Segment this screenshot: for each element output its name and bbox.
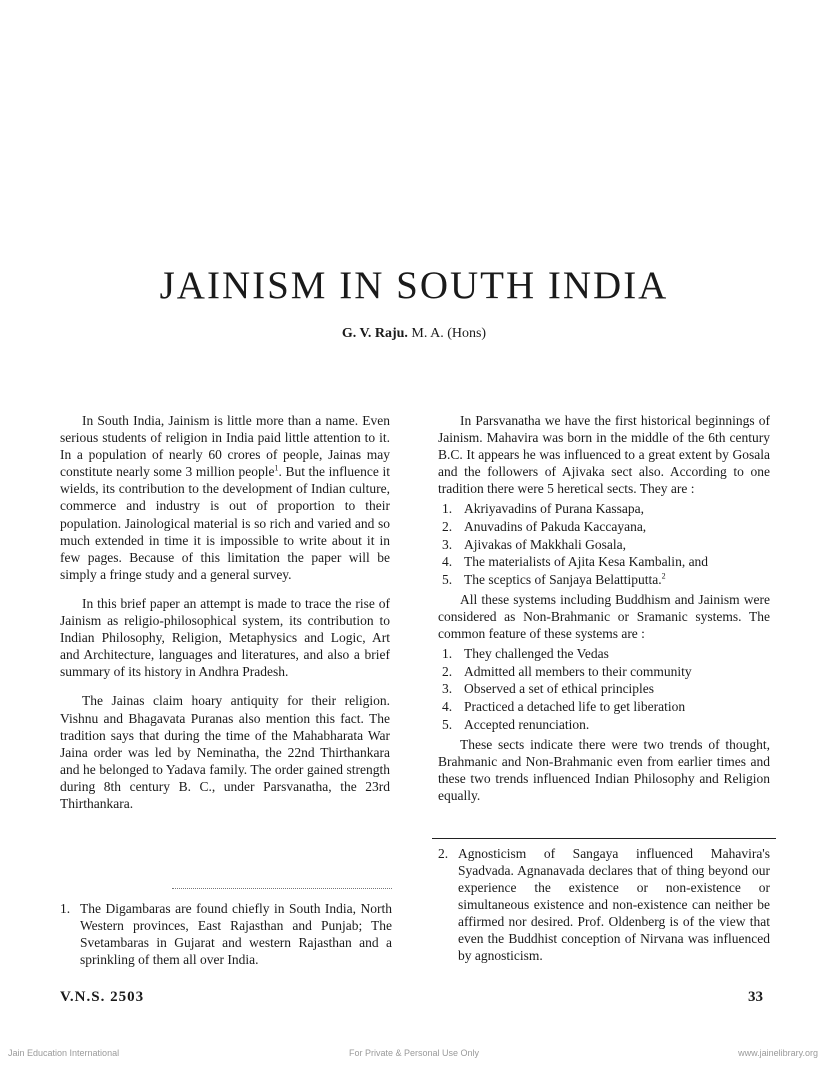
paragraph-scope: In this brief paper an attempt is made to trace the rise of Jainism as religio-philosophical system, its contribution to Indian Philosophy, Religion, Metaphysics and Logic, Art and Architecture, languages and literatures, and also a brief summary of its history in Andhra Pradesh. [60, 595, 390, 680]
footnote-divider-right [432, 838, 776, 839]
author-line [0, 324, 828, 344]
watermark-right: www.jainelibrary.org [738, 1048, 818, 1058]
watermark-left: Jain Education International [8, 1048, 120, 1058]
list-item: 4. The materialists of Ajita Kesa Kambalin, and [442, 554, 709, 570]
paragraph-intro-text: In South India, Jainism is little more than a name. Even serious students of religion in India paid little attention to it. In a population of nearly 60 crores of people, Jainas may constitute nearly some 3 million people [60, 413, 390, 480]
paragraph-trends: These sects indicate there were two trends of thought, Brahmanic and Non-Brahmanic even from earlier times and these two trends influenced Indian Philosophy and Religion equally. [438, 736, 770, 803]
footnote-divider-left [172, 888, 392, 889]
footnote-1 [60, 900, 392, 968]
features-list [438, 645, 770, 732]
list-item: 2. Anuvadins of Pakuda Kaccayana, [442, 519, 647, 535]
footnote-1-text: The Digambaras are found chiefly in South India, North Western provinces, East Rajasthan and Punjab; The Svetambaras in Gujarat and western Rajasthan and a sprinkling of them all over India. [80, 901, 392, 967]
list-item: 4. Practiced a detached life to get liberation [442, 699, 686, 714]
list-item: 2. Admitted all members to their community [442, 663, 692, 679]
footnote-ref-2: 2 [661, 571, 666, 581]
list-item: 1. Akriyavadins of Purana Kassapa, [442, 501, 644, 517]
left-column [60, 412, 390, 812]
footnote-2 [438, 845, 770, 964]
paragraph-intro [60, 412, 390, 583]
list-item: 3. Observed a set of ethical principles [442, 681, 655, 697]
paragraph-antiquity: The Jainas claim hoary antiquity for their religion. Vishnu and Bhagavata Puranas also mention this fact. The tradition says that during the time of the Mahabharata War Jaina order was led by Neminatha, the 22nd Thirthankara and he belonged to Yadava family. The order gained strength during 8th century B. C., under Parsvanatha, the 23rd Thirthankara. [60, 693, 390, 811]
right-column [438, 412, 770, 804]
footnote-1-number: 1. [60, 901, 71, 916]
list-item: 3. Ajivakas of Makkhali Gosala, [442, 536, 626, 552]
footnote-ref-1: 1 [274, 463, 279, 473]
sects-list [438, 500, 770, 587]
page-number: 33 [748, 989, 763, 1005]
paragraph-systems: All these systems including Buddhism and Jainism were considered as Non-Brahmanic or Sramanic systems. The common feature of these systems are : [438, 591, 770, 642]
list-item: 5. The sceptics of Sanjaya Belattiputta.$^2$ [442, 571, 666, 587]
paragraph-intro-rest: . But the influence it wields, its contribution to the development of Indian culture, commerce and industry is out of proportion to their population. Jainological material is so rich and varied and so much extended in time it is impossible to write about it in few pages. Because of this limitation the paper will be simply a fringe study and a general survey. [60, 464, 390, 582]
footnote-2-text: Agnosticism of Sangaya influenced Mahavira's Syadvada. Agnanavada declares that of thing beyond our experience the existence or non-existence or simultaneous existence and non-existence can neither be affirmed nor desired. Prof. Oldenberg is of the view that even the Buddhist conception of Nirvana was influenced by agnosticism. [458, 846, 770, 963]
list-item: 1. They challenged the Vedas [442, 646, 609, 662]
author-name: G. V. Raju. [341, 326, 408, 341]
article-title: JAINISM IN SOUTH INDIA [159, 264, 669, 307]
paragraph-parsvanatha: In Parsvanatha we have the first historical beginnings of Jainism. Mahavira was born in the middle of the 6th century B.C. It appears he was influenced to a great extent by Gosala and the followers of Ajivaka sect also. According to one tradition there were 5 heretical sects. They are : [438, 413, 770, 497]
author-degree: M. A. (Hons) [411, 326, 487, 341]
watermark-center: For Private & Personal Use Only [348, 1048, 480, 1058]
list-item: 5. Accepted renunciation. [442, 716, 590, 732]
journal-reference: V.N.S. 2503 [60, 989, 145, 1005]
footnote-2-number: 2. [438, 846, 449, 861]
